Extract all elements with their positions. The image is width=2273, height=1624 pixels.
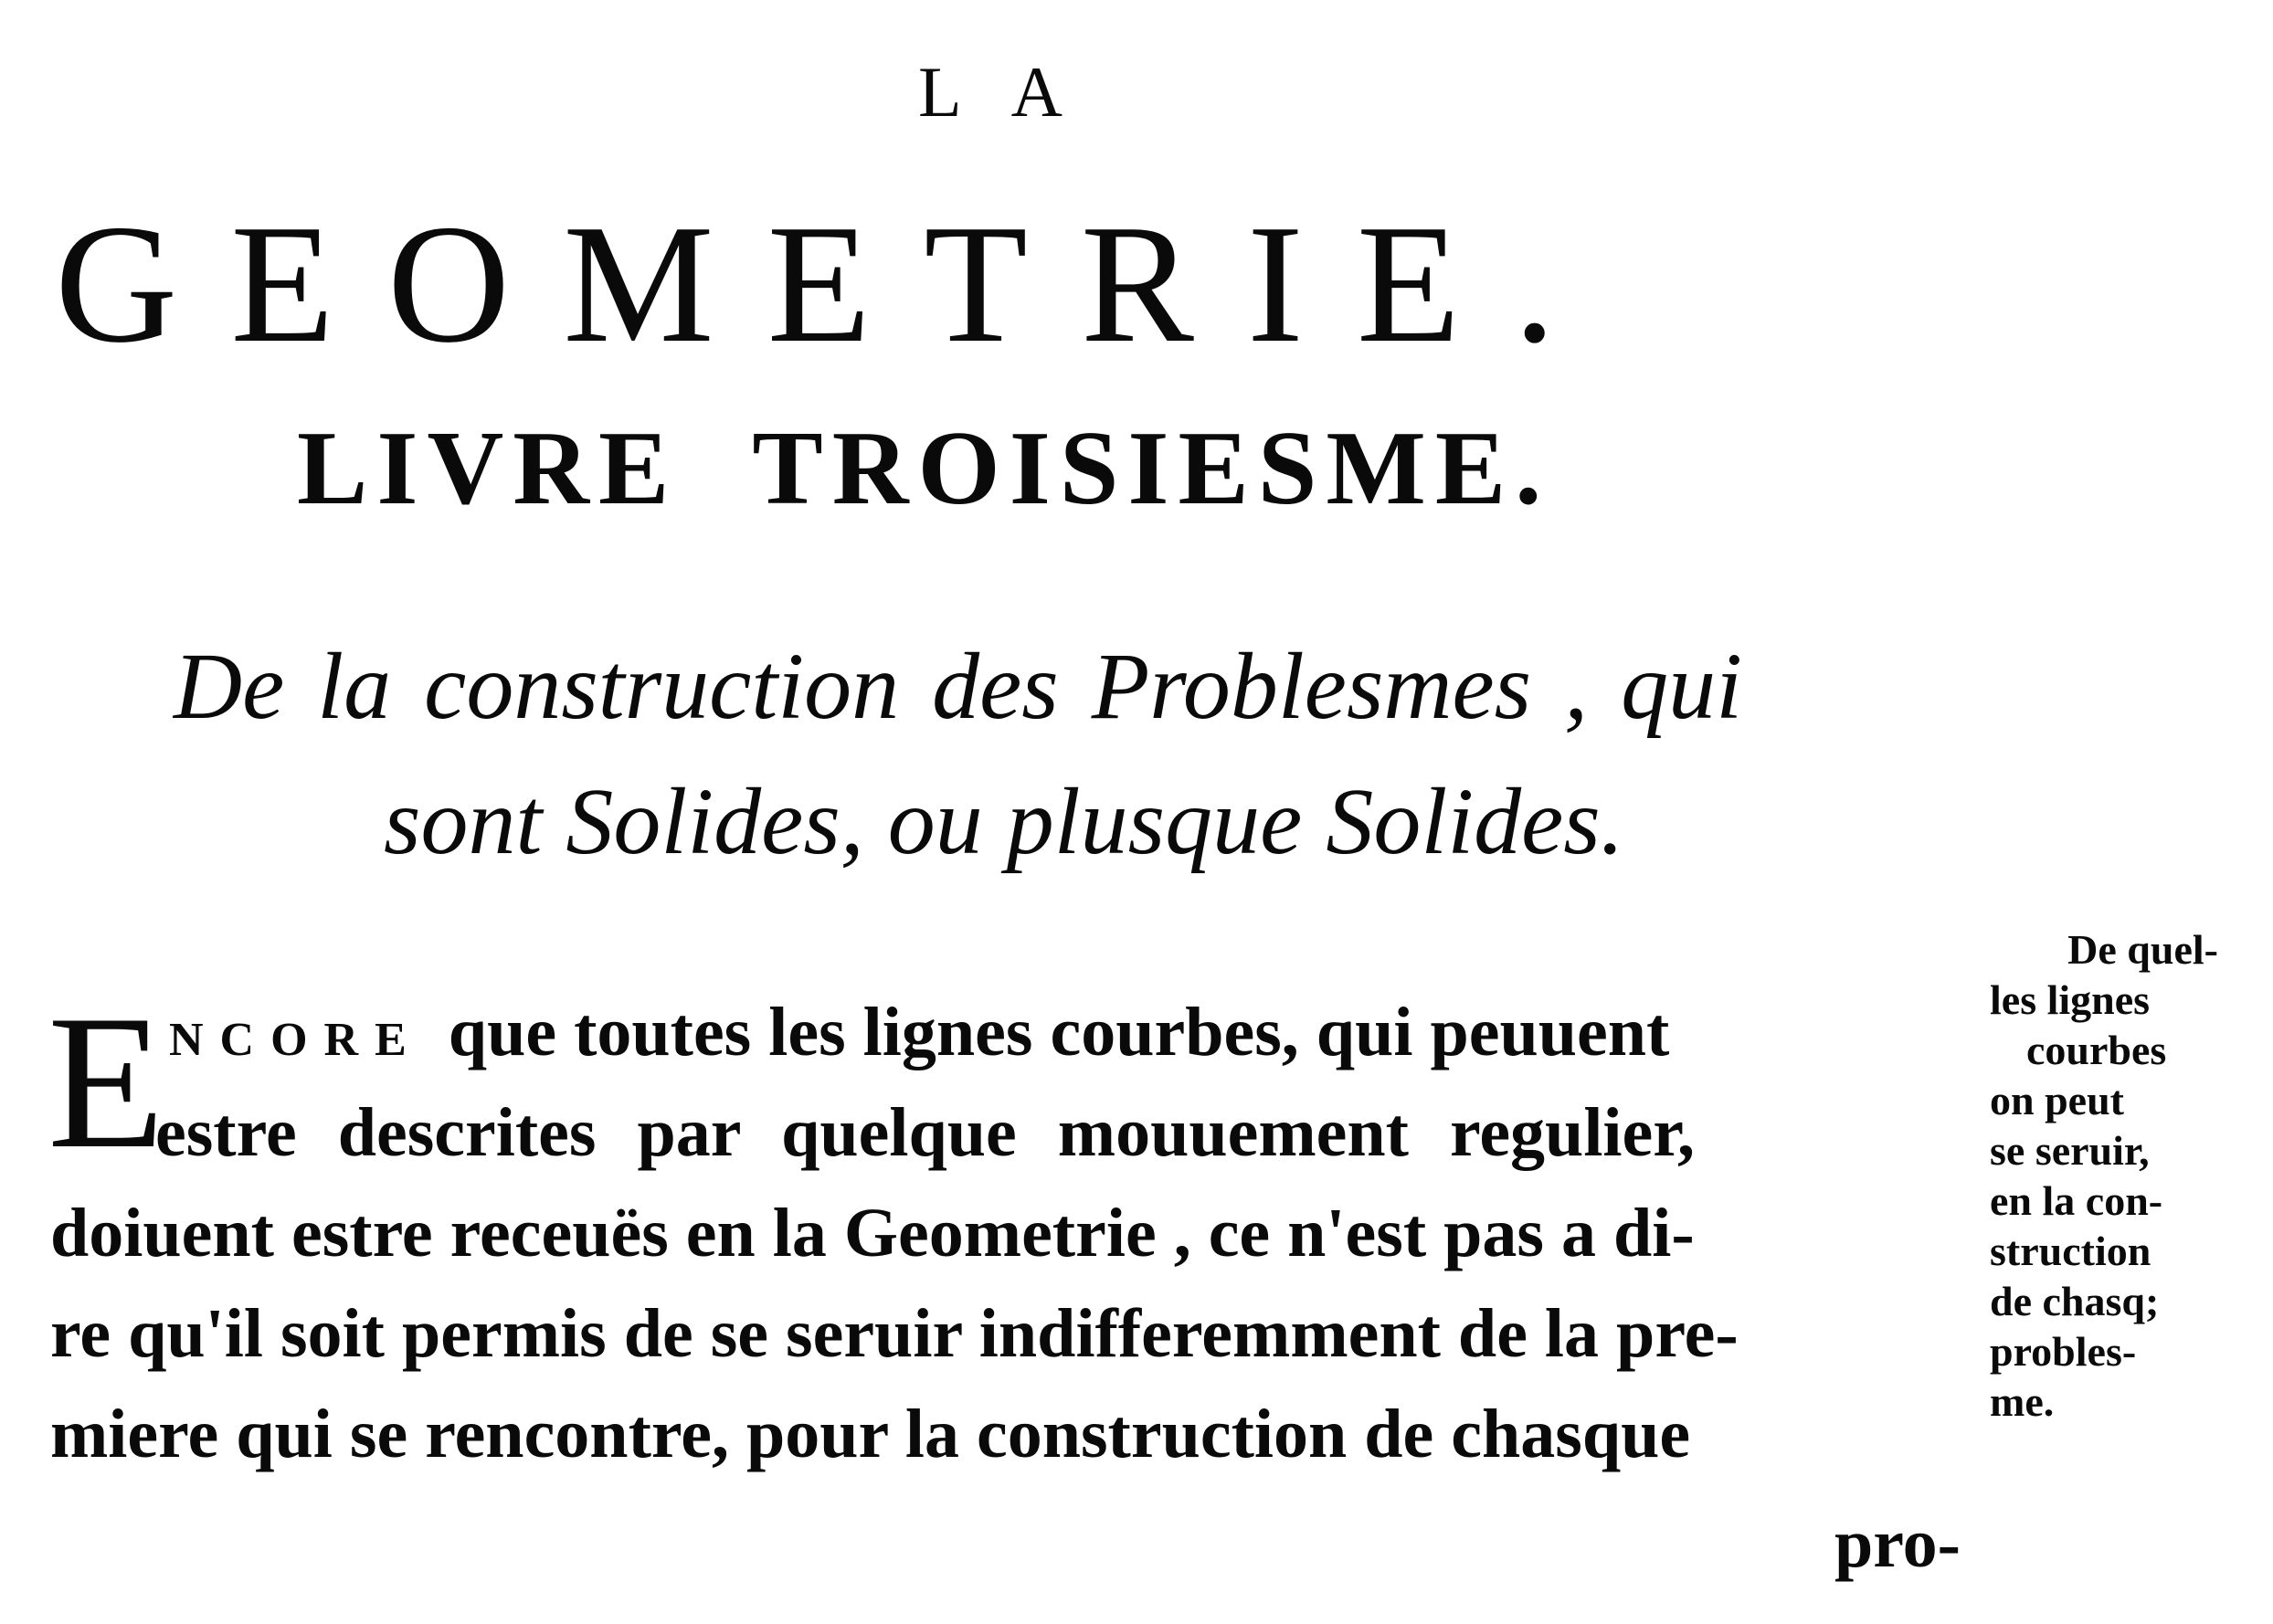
body-line-1-text: que toutes les lignes courbes, qui peuuent [448,994,1670,1070]
margin-note-line: courbes [2026,1027,2167,1073]
margin-note-line: en la con- [1990,1177,2163,1224]
catchword: pro- [1834,1505,1961,1582]
drop-cap: E [48,976,165,1188]
margin-note-line: on peut [1990,1077,2124,1123]
margin-note-line: struction [1990,1228,2151,1274]
margin-note-line: De quel- [2067,926,2218,973]
page-title: GEOMETRIE. [55,190,1609,378]
body-line-2: estre descrites par quelque mouuement regulier, [155,1094,1696,1171]
margin-note-line: probles- [1990,1328,2137,1375]
margin-note-line: me. [1990,1378,2055,1425]
body-line-4: re qu'il soit permis de se seruir indifferemment de la pre- [50,1295,1739,1372]
margin-note [1990,924,2236,1427]
book-heading: LIVRE TROISIESME. [297,410,1551,527]
margin-note-line: de chasq; [1990,1278,2160,1324]
margin-note-line: les lignes [1990,976,2151,1023]
opening-small-caps: NCORE [169,1014,423,1066]
chapter-subtitle-line-2: sont Solides, ou plusque Solides. [384,769,1624,874]
body-line-1 [169,994,1670,1070]
margin-note-line: se seruir, [1990,1127,2150,1174]
heading-article: LA [918,52,1112,132]
chapter-subtitle-line-1: De la construction des Problesmes , qui [174,634,1743,739]
body-line-5: miere qui se rencontre, pour la construction de chasque [50,1396,1691,1472]
body-line-3: doiuent estre receuës en la Geometrie , ce n'est pas a di- [50,1195,1695,1271]
